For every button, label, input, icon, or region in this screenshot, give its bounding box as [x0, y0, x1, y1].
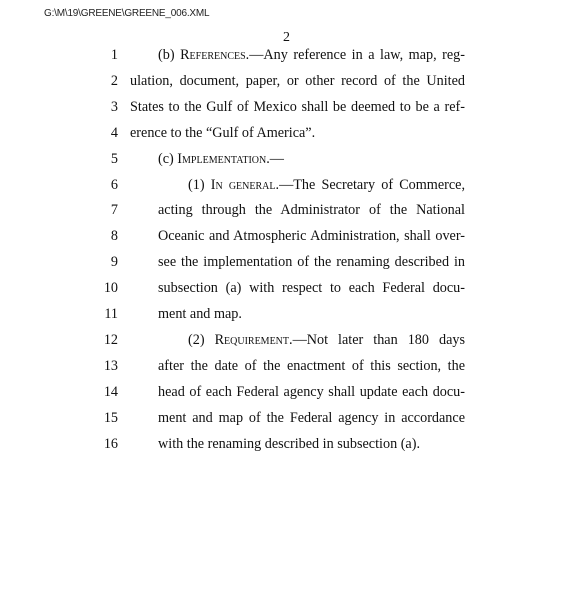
line-number: 15	[103, 409, 118, 426]
line-text: with the renaming described in subsection (a).	[158, 435, 420, 452]
text-line	[0, 436, 573, 462]
section-heading: Requirement	[214, 331, 290, 348]
line-text: (c) Implementation.—	[158, 150, 284, 167]
line-text: (2) Requirement.—Not later than 180 days	[188, 331, 465, 348]
line-text: head of each Federal agency shall update each docu-	[158, 383, 465, 400]
line-text: after the date of the enactment of this section, the	[158, 357, 465, 374]
line-number: 10	[103, 280, 118, 297]
section-heading: References	[180, 47, 246, 63]
line-text: Oceanic and Atmospheric Administration, shall over-	[158, 228, 465, 245]
line-number: 4	[110, 124, 118, 141]
line-number: 5	[110, 150, 118, 167]
line-number: 16	[103, 435, 118, 452]
text-line	[0, 358, 573, 384]
text-line	[0, 177, 573, 203]
text-line	[0, 151, 573, 177]
text-line	[0, 73, 573, 99]
text-line	[0, 410, 573, 436]
line-text: (1) In general.—The Secretary of Commerce,	[188, 176, 466, 193]
text-line	[0, 125, 573, 151]
line-number: 3	[110, 98, 118, 115]
text-line	[0, 306, 573, 332]
line-text: erence to the “Gulf of America”.	[130, 124, 316, 141]
line-text: ulation, document, paper, or other record of the United	[130, 72, 465, 89]
text-line	[0, 280, 573, 306]
line-text: (b) References.—Any reference in a law, map, reg-	[158, 47, 465, 63]
line-text: ment and map of the Federal agency in accordance	[158, 409, 465, 426]
text-line	[0, 47, 573, 73]
line-text: ment and map.	[158, 306, 242, 322]
text-line	[0, 254, 573, 280]
text-line	[0, 202, 573, 228]
text-line	[0, 384, 573, 410]
section-heading: Implementation	[177, 150, 267, 167]
text-line	[0, 332, 573, 358]
text-line	[0, 99, 573, 125]
line-number: 2	[110, 72, 118, 89]
line-number: 12	[103, 331, 118, 348]
line-number: 9	[110, 254, 118, 271]
line-number: 7	[110, 202, 118, 219]
line-text: acting through the Administrator of the National	[158, 202, 465, 219]
text-line	[0, 228, 573, 254]
line-number: 1	[110, 47, 118, 63]
line-number: 8	[110, 228, 118, 245]
line-text: see the implementation of the renaming described in	[158, 254, 465, 271]
line-number: 13	[103, 357, 118, 374]
line-text: States to the Gulf of Mexico shall be deemed to be a ref-	[130, 98, 465, 115]
line-number: 11	[104, 306, 118, 322]
section-heading: In general	[210, 176, 276, 193]
line-text: subsection (a) with respect to each Federal docu-	[158, 280, 465, 297]
page-number: 2	[283, 30, 290, 45]
line-number: 6	[110, 176, 118, 193]
line-number: 14	[103, 383, 118, 400]
file-path-header: G:\M\19\GREENE\GREENE_006.XML	[44, 8, 210, 19]
